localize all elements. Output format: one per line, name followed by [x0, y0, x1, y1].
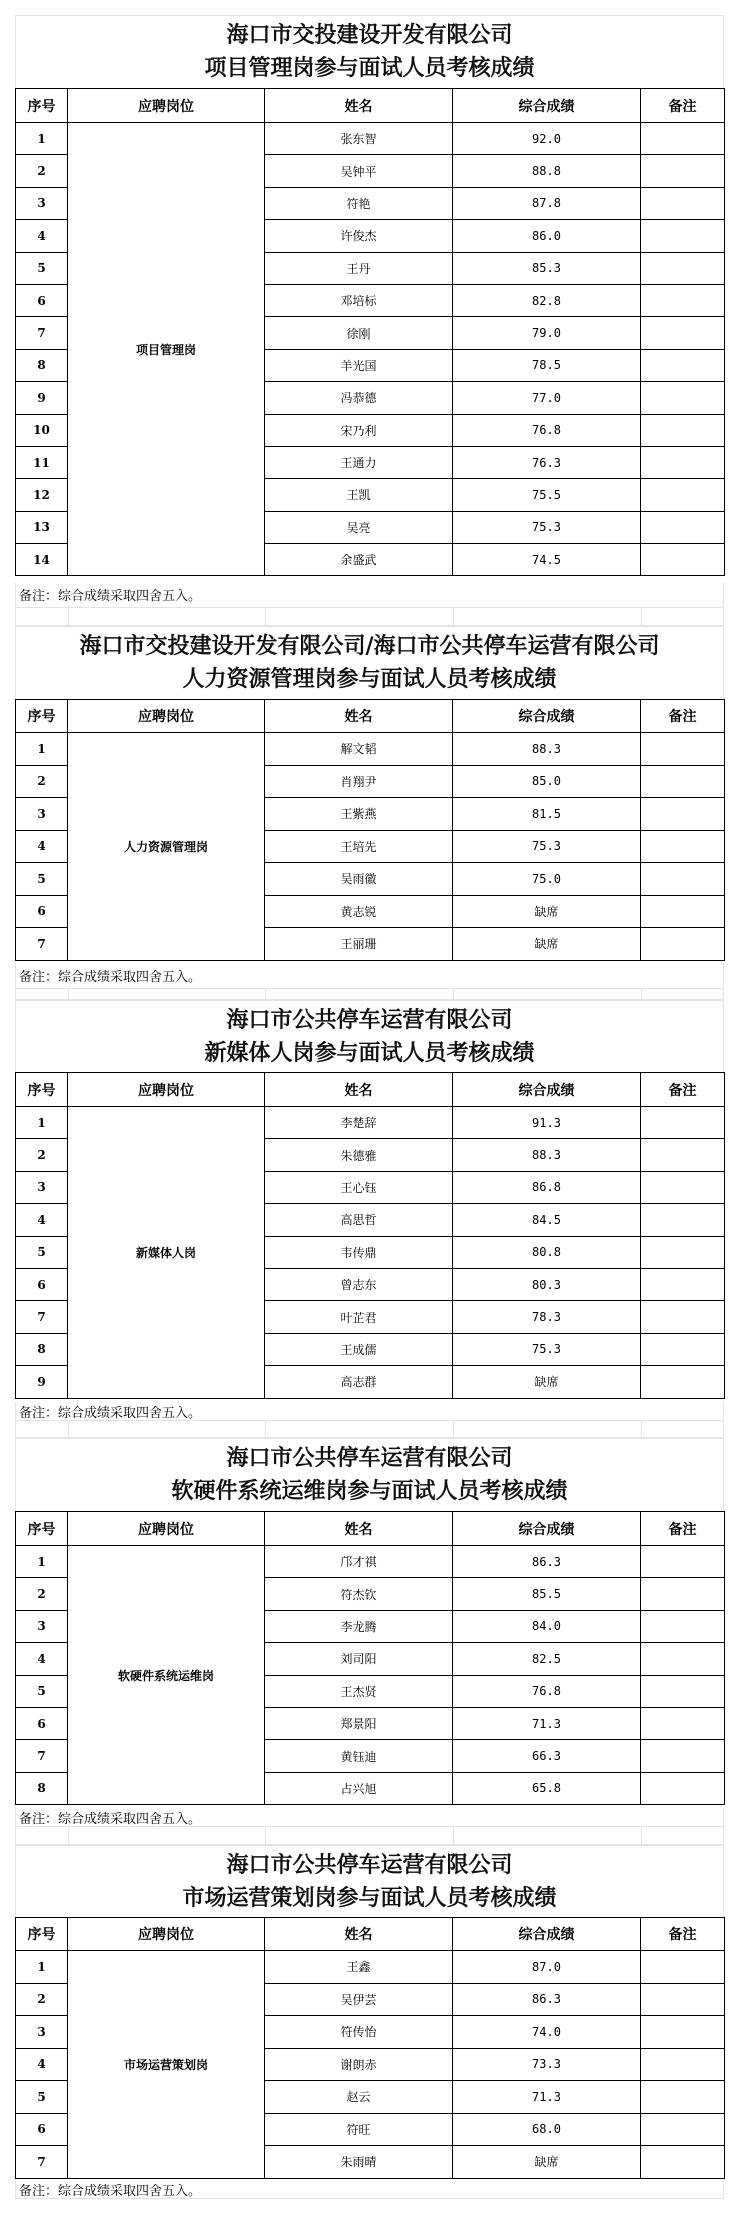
remark-cell: [641, 765, 725, 798]
remark-cell: [641, 1236, 725, 1268]
remark-cell: [641, 1546, 725, 1578]
seq-cell: 5: [16, 863, 68, 896]
remark-cell: [641, 895, 725, 928]
remark-cell: [641, 414, 725, 446]
remark-cell: [641, 2016, 725, 2049]
remark-cell: [641, 511, 725, 543]
remark-cell: [641, 187, 725, 219]
title-company: 海口市公共停车运营有限公司: [226, 1851, 513, 1878]
remark-cell: [641, 2048, 725, 2081]
remark-cell: [641, 1268, 725, 1300]
score-cell: 88.3: [453, 733, 641, 766]
remark-cell: [641, 382, 725, 414]
table-row: [16, 1951, 725, 1984]
remark-cell: [641, 1333, 725, 1365]
score-cell: 65.8: [453, 1772, 641, 1804]
seq-cell: 5: [16, 2081, 68, 2114]
seq-cell: 14: [16, 544, 68, 576]
score-cell: 75.3: [453, 511, 641, 543]
remark-cell: [641, 830, 725, 863]
name-cell: 羊光国: [265, 349, 453, 381]
seq-cell: 6: [16, 895, 68, 928]
title-position-results: 人力资源管理岗参与面试人员考核成绩: [182, 666, 557, 692]
score-cell: 87.0: [453, 1951, 641, 1984]
score-cell: 86.3: [453, 1983, 641, 2016]
col-score-header: 综合成绩: [453, 1918, 641, 1951]
remark-cell: [641, 2146, 725, 2179]
remark-cell: [641, 1139, 725, 1171]
name-cell: 黄志锐: [265, 895, 453, 928]
name-cell: 许俊杰: [265, 220, 453, 252]
footnote: 备注：综合成绩采取四舍五入。: [15, 1402, 724, 1421]
seq-cell: 7: [16, 2146, 68, 2179]
seq-cell: 10: [16, 414, 68, 446]
remark-cell: [641, 1204, 725, 1236]
score-cell: 85.5: [453, 1578, 641, 1610]
score-cell: 74.0: [453, 2016, 641, 2049]
position-cell: 市场运营策划岗: [68, 1951, 265, 2179]
seq-cell: 1: [16, 1951, 68, 1984]
score-cell: 92.0: [453, 123, 641, 155]
seq-cell: 4: [16, 830, 68, 863]
title-position-results: 市场运营策划岗参与面试人员考核成绩: [182, 1884, 557, 1911]
title-position-results: 软硬件系统运维岗参与面试人员考核成绩: [171, 1478, 568, 1504]
seq-cell: 1: [16, 1107, 68, 1139]
footnote: 备注：综合成绩采取四舍五入。: [15, 2181, 724, 2199]
remark-cell: [641, 798, 725, 831]
remark-cell: [641, 1610, 725, 1642]
col-position-header: 应聘岗位: [68, 89, 265, 123]
seq-cell: 1: [16, 733, 68, 766]
seq-cell: 7: [16, 317, 68, 349]
col-name-header: 姓名: [265, 1512, 453, 1546]
name-cell: 谢朗赤: [265, 2048, 453, 2081]
remark-cell: [641, 928, 725, 961]
name-cell: 吴雨徽: [265, 863, 453, 896]
remark-cell: [641, 1951, 725, 1984]
score-cell: 88.3: [453, 1139, 641, 1171]
col-position-header: 应聘岗位: [68, 1512, 265, 1546]
name-cell: 符杰钦: [265, 1578, 453, 1610]
score-cell: 80.8: [453, 1236, 641, 1268]
name-cell: 王紫燕: [265, 798, 453, 831]
section-title: [15, 1438, 724, 1511]
seq-cell: 4: [16, 1643, 68, 1675]
name-cell: 高志群: [265, 1366, 453, 1398]
name-cell: 刘司阳: [265, 1643, 453, 1675]
remark-cell: [641, 1772, 725, 1804]
score-cell: 75.3: [453, 830, 641, 863]
seq-cell: 9: [16, 382, 68, 414]
score-cell: 75.0: [453, 863, 641, 896]
name-cell: 符艳: [265, 187, 453, 219]
name-cell: 郑景阳: [265, 1707, 453, 1739]
score-cell: 66.3: [453, 1740, 641, 1772]
score-cell: 88.8: [453, 155, 641, 187]
score-cell: 85.3: [453, 252, 641, 284]
col-position-header: 应聘岗位: [68, 700, 265, 733]
col-score-header: 综合成绩: [453, 700, 641, 733]
remark-cell: [641, 1740, 725, 1772]
remark-cell: [641, 1643, 725, 1675]
seq-cell: 5: [16, 1236, 68, 1268]
section-title: [15, 626, 724, 699]
col-remark-header: 备注: [641, 1918, 725, 1951]
results-table: [15, 88, 725, 576]
name-cell: 余盛武: [265, 544, 453, 576]
position-cell: 新媒体人岗: [68, 1107, 265, 1399]
score-cell: 79.0: [453, 317, 641, 349]
score-cell: 75.5: [453, 479, 641, 511]
score-cell: 缺席: [453, 2146, 641, 2179]
seq-cell: 7: [16, 1740, 68, 1772]
seq-cell: 1: [16, 1546, 68, 1578]
name-cell: 叶芷君: [265, 1301, 453, 1333]
score-cell: 91.3: [453, 1107, 641, 1139]
header-row: [16, 89, 725, 123]
name-cell: 解文韬: [265, 733, 453, 766]
name-cell: 王凯: [265, 479, 453, 511]
footnote: 备注：综合成绩采取四舍五入。: [15, 583, 724, 608]
col-score-header: 综合成绩: [453, 1512, 641, 1546]
remark-cell: [641, 123, 725, 155]
seq-cell: 7: [16, 928, 68, 961]
seq-cell: 9: [16, 1366, 68, 1398]
title-position-results: 新媒体人岗参与面试人员考核成绩: [204, 1039, 535, 1066]
score-cell: 81.5: [453, 798, 641, 831]
score-cell: 84.0: [453, 1610, 641, 1642]
remark-cell: [641, 1366, 725, 1398]
name-cell: 符旺: [265, 2113, 453, 2146]
footnote: 备注：综合成绩采取四舍五入。: [15, 1808, 724, 1827]
remark-cell: [641, 1578, 725, 1610]
seq-cell: 12: [16, 479, 68, 511]
spacer-row: [15, 608, 724, 626]
seq-cell: 7: [16, 1301, 68, 1333]
seq-cell: 11: [16, 446, 68, 478]
score-cell: 75.3: [453, 1333, 641, 1365]
name-cell: 曾志东: [265, 1268, 453, 1300]
header-row: [16, 1918, 725, 1951]
name-cell: 吴亮: [265, 511, 453, 543]
remark-cell: [641, 1983, 725, 2016]
score-cell: 80.3: [453, 1268, 641, 1300]
name-cell: 宋乃利: [265, 414, 453, 446]
results-table: [15, 1917, 725, 2179]
score-cell: 86.0: [453, 220, 641, 252]
score-cell: 82.5: [453, 1643, 641, 1675]
score-cell: 82.8: [453, 284, 641, 316]
seq-cell: 8: [16, 349, 68, 381]
name-cell: 王成儒: [265, 1333, 453, 1365]
score-cell: 76.3: [453, 446, 641, 478]
score-cell: 缺席: [453, 895, 641, 928]
name-cell: 王丽珊: [265, 928, 453, 961]
remark-cell: [641, 220, 725, 252]
seq-cell: 6: [16, 284, 68, 316]
col-score-header: 综合成绩: [453, 1073, 641, 1107]
name-cell: 邓培标: [265, 284, 453, 316]
seq-cell: 3: [16, 1610, 68, 1642]
seq-cell: 5: [16, 252, 68, 284]
remark-cell: [641, 1675, 725, 1707]
name-cell: 朱德雅: [265, 1139, 453, 1171]
name-cell: 王杰贤: [265, 1675, 453, 1707]
results-table: [15, 699, 725, 961]
seq-cell: 2: [16, 1139, 68, 1171]
seq-cell: 3: [16, 187, 68, 219]
name-cell: 赵云: [265, 2081, 453, 2114]
table-row: [16, 1546, 725, 1578]
remark-cell: [641, 1107, 725, 1139]
name-cell: 王通力: [265, 446, 453, 478]
name-cell: 王鑫: [265, 1951, 453, 1984]
score-cell: 87.8: [453, 187, 641, 219]
col-name-header: 姓名: [265, 1918, 453, 1951]
table-row: [16, 733, 725, 766]
score-cell: 71.3: [453, 2081, 641, 2114]
remark-cell: [641, 2113, 725, 2146]
col-seq-header: 序号: [16, 1512, 68, 1546]
name-cell: 符传怡: [265, 2016, 453, 2049]
name-cell: 邝才祺: [265, 1546, 453, 1578]
table-row: [16, 1107, 725, 1139]
title-company: 海口市交投建设开发有限公司: [226, 22, 513, 48]
header-row: [16, 700, 725, 733]
remark-cell: [641, 733, 725, 766]
seq-cell: 4: [16, 1204, 68, 1236]
seq-cell: 8: [16, 1333, 68, 1365]
seq-cell: 1: [16, 123, 68, 155]
header-row: [16, 1073, 725, 1107]
seq-cell: 13: [16, 511, 68, 543]
remark-cell: [641, 1301, 725, 1333]
seq-cell: 3: [16, 2016, 68, 2049]
remark-cell: [641, 1171, 725, 1203]
results-table: [15, 1511, 725, 1805]
seq-cell: 5: [16, 1675, 68, 1707]
col-position-header: 应聘岗位: [68, 1073, 265, 1107]
remark-cell: [641, 349, 725, 381]
col-seq-header: 序号: [16, 89, 68, 123]
seq-cell: 4: [16, 2048, 68, 2081]
name-cell: 高思哲: [265, 1204, 453, 1236]
score-cell: 76.8: [453, 1675, 641, 1707]
results-table: [15, 1072, 725, 1399]
score-cell: 76.8: [453, 414, 641, 446]
name-cell: 徐刚: [265, 317, 453, 349]
score-cell: 71.3: [453, 1707, 641, 1739]
col-position-header: 应聘岗位: [68, 1918, 265, 1951]
name-cell: 冯恭德: [265, 382, 453, 414]
score-cell: 78.5: [453, 349, 641, 381]
col-seq-header: 序号: [16, 700, 68, 733]
remark-cell: [641, 1707, 725, 1739]
col-seq-header: 序号: [16, 1918, 68, 1951]
remark-cell: [641, 284, 725, 316]
col-remark-header: 备注: [641, 1512, 725, 1546]
table-row: [16, 123, 725, 155]
name-cell: 占兴旭: [265, 1772, 453, 1804]
score-cell: 缺席: [453, 928, 641, 961]
seq-cell: 6: [16, 2113, 68, 2146]
seq-cell: 8: [16, 1772, 68, 1804]
title-company: 海口市交投建设开发有限公司/海口市公共停车运营有限公司: [79, 633, 660, 659]
remark-cell: [641, 544, 725, 576]
score-cell: 74.5: [453, 544, 641, 576]
name-cell: 王心钰: [265, 1171, 453, 1203]
col-score-header: 综合成绩: [453, 89, 641, 123]
score-cell: 86.8: [453, 1171, 641, 1203]
spacer-row: [15, 989, 724, 1000]
col-name-header: 姓名: [265, 700, 453, 733]
seq-cell: 3: [16, 1171, 68, 1203]
section-title: [15, 1000, 724, 1072]
score-cell: 85.0: [453, 765, 641, 798]
score-cell: 缺席: [453, 1366, 641, 1398]
spacer-row: [15, 1421, 724, 1438]
name-cell: 朱雨晴: [265, 2146, 453, 2179]
position-cell: 项目管理岗: [68, 123, 265, 576]
seq-cell: 6: [16, 1707, 68, 1739]
title-position-results: 项目管理岗参与面试人员考核成绩: [204, 55, 535, 81]
col-name-header: 姓名: [265, 89, 453, 123]
section-title: [15, 1845, 724, 1917]
seq-cell: 2: [16, 155, 68, 187]
seq-cell: 2: [16, 765, 68, 798]
score-cell: 68.0: [453, 2113, 641, 2146]
score-cell: 84.5: [453, 1204, 641, 1236]
col-seq-header: 序号: [16, 1073, 68, 1107]
name-cell: 李楚辞: [265, 1107, 453, 1139]
seq-cell: 3: [16, 798, 68, 831]
header-row: [16, 1512, 725, 1546]
footnote: 备注：综合成绩采取四舍五入。: [15, 963, 724, 989]
score-cell: 78.3: [453, 1301, 641, 1333]
position-cell: 人力资源管理岗: [68, 733, 265, 961]
name-cell: 张东智: [265, 123, 453, 155]
name-cell: 吴钟平: [265, 155, 453, 187]
score-cell: 77.0: [453, 382, 641, 414]
seq-cell: 2: [16, 1578, 68, 1610]
name-cell: 韦传鼎: [265, 1236, 453, 1268]
seq-cell: 4: [16, 220, 68, 252]
position-cell: 软硬件系统运维岗: [68, 1546, 265, 1805]
remark-cell: [641, 2081, 725, 2114]
col-remark-header: 备注: [641, 89, 725, 123]
remark-cell: [641, 479, 725, 511]
score-cell: 86.3: [453, 1546, 641, 1578]
remark-cell: [641, 863, 725, 896]
spacer-row: [15, 1827, 724, 1845]
name-cell: 肖翔尹: [265, 765, 453, 798]
score-cell: 73.3: [453, 2048, 641, 2081]
seq-cell: 2: [16, 1983, 68, 2016]
seq-cell: 6: [16, 1268, 68, 1300]
section-title: [15, 15, 724, 88]
remark-cell: [641, 155, 725, 187]
name-cell: 黄钰迪: [265, 1740, 453, 1772]
remark-cell: [641, 252, 725, 284]
title-company: 海口市公共停车运营有限公司: [226, 1445, 513, 1471]
col-remark-header: 备注: [641, 700, 725, 733]
name-cell: 王丹: [265, 252, 453, 284]
col-remark-header: 备注: [641, 1073, 725, 1107]
remark-cell: [641, 317, 725, 349]
name-cell: 李龙腾: [265, 1610, 453, 1642]
remark-cell: [641, 446, 725, 478]
name-cell: 王培先: [265, 830, 453, 863]
name-cell: 吴伊芸: [265, 1983, 453, 2016]
title-company: 海口市公共停车运营有限公司: [226, 1006, 513, 1033]
col-name-header: 姓名: [265, 1073, 453, 1107]
